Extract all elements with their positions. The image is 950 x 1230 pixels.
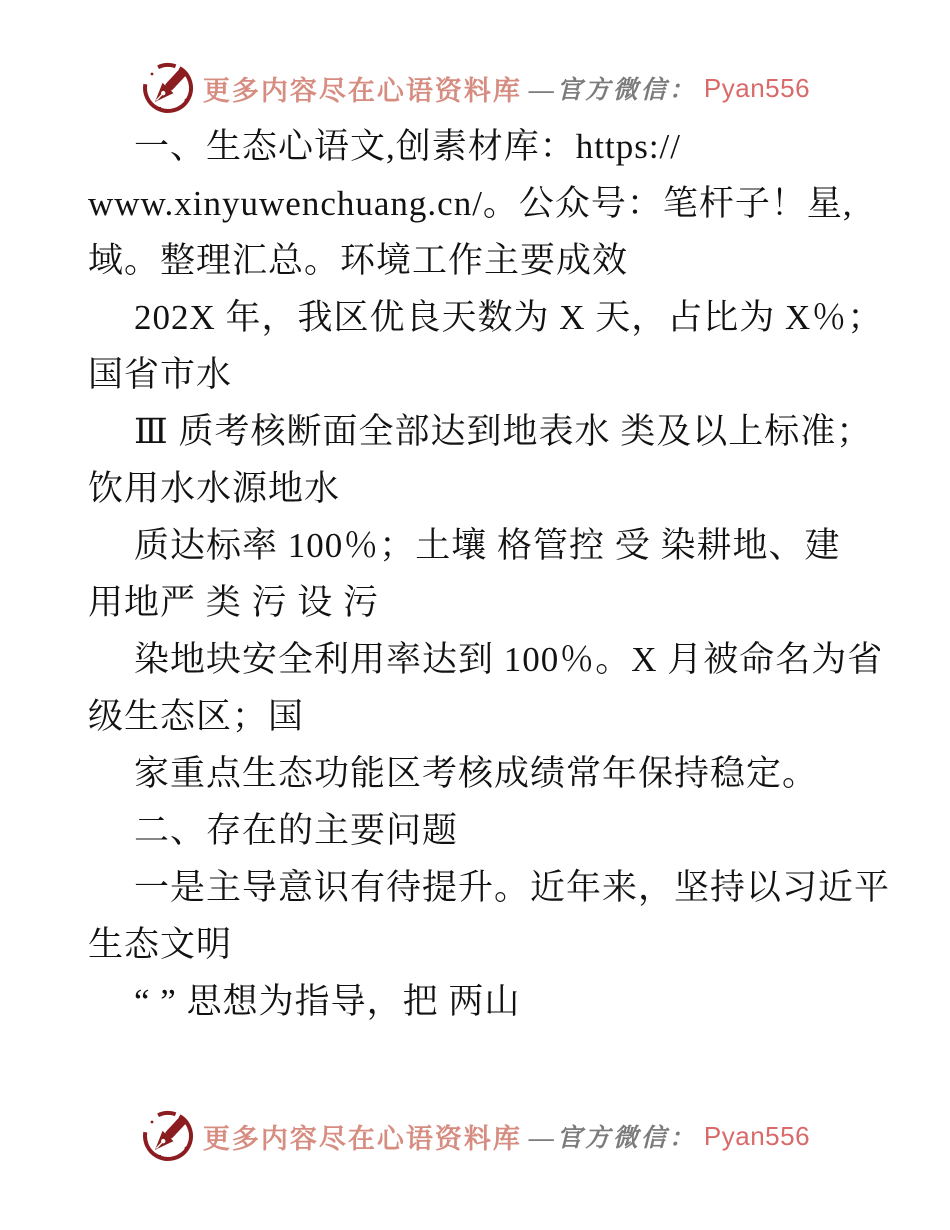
document-line: 质达标率 100％；土壤 格管控 受 染耕地、建 [134, 526, 841, 565]
document-line: 域。整理汇总。环境工作主要成效 [88, 241, 629, 280]
document-line: 二、存在的主要问题 [134, 811, 459, 850]
banner-separator: — [528, 77, 557, 104]
banner-wechat-id: Pyan556 [703, 72, 811, 103]
document-line: 国省市水 [88, 355, 233, 394]
banner-wechat-label: —官方微信： [528, 1125, 697, 1152]
document-line: 家重点生态功能区考核成绩常年保持稳定。 [134, 754, 819, 793]
document-line: “ ” 思想为指导，把 两山 [134, 982, 521, 1021]
banner-wechat-id: Pyan556 [703, 1120, 811, 1151]
document-line: 级生态区；国 [88, 697, 305, 736]
document-line: 一是主导意识有待提升。近年来，坚持以习近平 [134, 868, 891, 907]
document-line: 用地严 类 污 设 污 [88, 583, 380, 622]
document-line: 染地块安全利用率达到 100％。X 月被命名为省 [134, 640, 884, 679]
document-body [88, 118, 920, 1030]
footer-banner [0, 1108, 950, 1164]
banner-brand-text: 更多内容尽在心语资料库 [202, 75, 522, 106]
document-line: 饮用水水源地水 [88, 469, 341, 508]
document-line: 202X 年，我区优良天数为 X 天，占比为 X％； [134, 298, 884, 337]
document-line: Ⅲ 质考核断面全部达到地表水 类及以上标准； [134, 412, 873, 451]
banner-brand-text: 更多内容尽在心语资料库 [202, 1123, 522, 1154]
pen-logo-icon [140, 1108, 196, 1164]
document-line: 生态文明 [88, 925, 233, 964]
document-line: www.xinyuwenchuang.cn/。公众号：笔杆子！星, [88, 184, 853, 223]
banner-separator: — [528, 1125, 557, 1152]
header-banner [0, 0, 950, 116]
banner-wechat-label: —官方微信： [528, 77, 697, 104]
pen-logo-icon [140, 60, 196, 116]
document-line: 一、生态心语文,创素材库：https:// [134, 127, 681, 166]
